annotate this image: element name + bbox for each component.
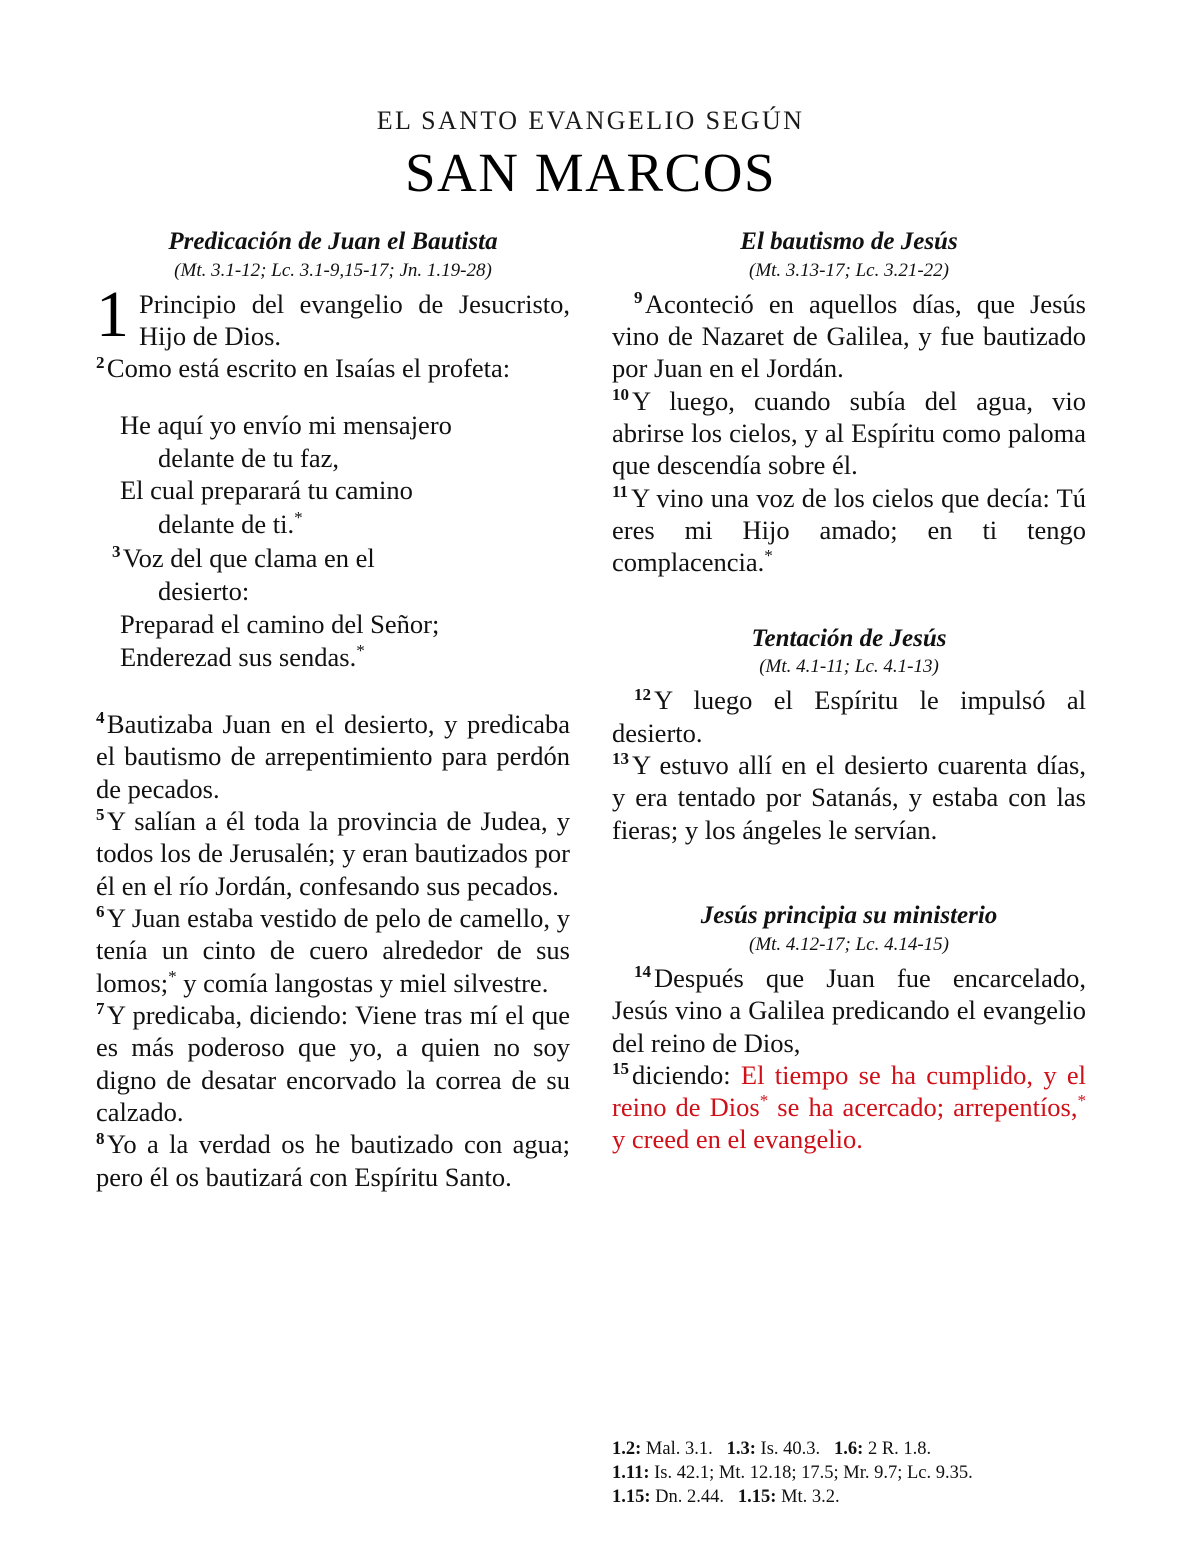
footnote-text: Mt. 3.2. [776, 1487, 840, 1508]
verse-text: Yo a la verdad os he bautizado con agua; pero él os bautizará con Espíritu Santo. [96, 1129, 570, 1192]
verse-text: Y luego el Espíritu le impulsó al desierto. [612, 685, 1086, 748]
verse-14 [612, 962, 1086, 1059]
poetry-line [96, 507, 570, 541]
section-refs-predicacion: (Mt. 3.1-12; Lc. 3.1-9,15-17; Jn. 1.19-28) [174, 259, 492, 281]
words-of-jesus: y creed en el evangelio. [612, 1124, 863, 1155]
section-refs-tentacion: (Mt. 4.1-11; Lc. 4.1-13) [759, 656, 939, 678]
verse-number: 6 [96, 902, 105, 922]
verse-text: Y luego, cuando subía del agua, vio abrirse los cielos, y al Espíritu como paloma que descendía sobre él. [612, 385, 1086, 481]
two-column-body [96, 228, 1086, 1193]
verse-number: 8 [96, 1128, 105, 1148]
poetry-text: delante de ti. [158, 509, 295, 540]
verse-8 [96, 1128, 570, 1193]
poetry-line: Preparad el camino del Señor; [120, 608, 440, 639]
verse-10 [612, 385, 1086, 482]
footnote-marker: * [764, 546, 773, 566]
footnote-ref: 1.3: [726, 1439, 756, 1459]
verse-6 [96, 902, 570, 999]
verse-13 [612, 749, 1086, 846]
footnote-marker: * [356, 641, 365, 661]
verse-15 [612, 1059, 1086, 1156]
poetry-text: Enderezad sus sendas. [120, 642, 357, 673]
footnote-text: 2 R. 1.8. [863, 1439, 932, 1459]
verse-text: Y salían a él toda la provincia de Judea, y todos los de Jerusalén; y eran bautizados por él en el río Jordán, confesando sus pecados. [96, 806, 570, 901]
poetry-line: El cual preparará tu camino [120, 475, 413, 506]
poetry-line: He aquí yo envío mi mensajero [120, 409, 452, 440]
footnote-marker: * [759, 1091, 769, 1111]
verse-text: Y Juan estaba vestido de pelo de camello, y tenía un cinto de cuero alrededor de sus lomos; [96, 903, 570, 998]
section-heading-predicacion: Predicación de Juan el Bautista [168, 228, 498, 255]
verse-2 [96, 352, 570, 384]
verse-text: Y predicaba, diciendo: Viene tras mí el que es más poderoso que yo, a quien no soy digno de desatar encorvado la correa de su calzado. [96, 1000, 570, 1128]
verse-text: diciendo: [632, 1059, 741, 1090]
footnote-ref: 1.11: [612, 1463, 650, 1484]
footnote-marker: * [1077, 1091, 1086, 1111]
spacer [612, 579, 1086, 625]
verse-1-block [96, 277, 570, 353]
verse-11 [612, 482, 1086, 579]
poetry-line [96, 541, 570, 575]
verse-12 [612, 684, 1086, 749]
footnote-text: Dn. 2.44. [650, 1487, 725, 1508]
footnote-marker: * [168, 966, 177, 986]
poetry-block [96, 409, 570, 674]
footnote-text: Mal. 3.1. [641, 1439, 713, 1459]
spacer [96, 682, 570, 708]
verse-number: 3 [112, 542, 121, 561]
page-title: SAN MARCOS [404, 142, 777, 203]
verse-number: 13 [612, 749, 629, 769]
spacer [612, 846, 1086, 902]
poetry-text: Voz del que clama en el [122, 542, 375, 573]
section-refs-ministerio: (Mt. 4.12-17; Lc. 4.14-15) [749, 933, 949, 955]
section-heading-ministerio: Jesús principia su ministerio [700, 902, 998, 930]
words-of-jesus: El tiempo se ha cumplido, y el reino de Dios [612, 1059, 1086, 1123]
footnote-text: Is. 42.1; Mt. 12.18; 17.5; Mr. 9.7; Lc. 9.35. [649, 1463, 973, 1484]
left-column [96, 228, 570, 1193]
verse-number: 7 [96, 999, 105, 1019]
footnote-line [612, 1485, 1086, 1509]
section-heading-bautismo: El bautismo de Jesús [740, 228, 958, 255]
verse-text-cont: y comía langostas y miel silvestre. [176, 967, 549, 998]
footnote-line [612, 1461, 1086, 1485]
verse-text: Y vino una voz de los cielos que decía: Tú eres mi Hijo amado; en ti tengo complacencia. [612, 482, 1086, 578]
chapter-dropcap: 1 [96, 277, 129, 351]
verse-number: 12 [634, 684, 651, 704]
poetry-line [96, 640, 570, 674]
verse-number: 10 [612, 384, 629, 404]
verse-text: Y estuvo allí en el desierto cuarenta días, y era tentado por Satanás, y estaba con las fieras; y los ángeles le servían. [612, 750, 1086, 845]
header-kicker: EL SANTO EVANGELIO SEGÚN [376, 106, 805, 135]
footnote-line [612, 1437, 1086, 1461]
poetry-line: delante de tu faz, [158, 442, 339, 473]
poetry-line: desierto: [158, 575, 250, 606]
verse-4 [96, 708, 570, 805]
verse-number: 9 [634, 287, 643, 307]
verse-text: Bautizaba Juan en el desierto, y predicaba el bautismo de arrepentimiento para perdón de pecados. [96, 709, 570, 804]
verse-number: 11 [612, 481, 629, 501]
footnote-text: Is. 40.3. [755, 1439, 821, 1459]
section-refs-bautismo: (Mt. 3.13-17; Lc. 3.21-22) [749, 259, 949, 281]
page-header [0, 108, 1181, 202]
section-heading-tentacion: Tentación de Jesús [751, 624, 947, 652]
verse-7 [96, 999, 570, 1128]
footnote-ref: 1.2: [612, 1439, 642, 1459]
footnote-ref: 1.6: [834, 1439, 864, 1459]
verse-text: Después que Juan fue encarcelado, Jesús vino a Galilea predicando el evangelio del reino de Dios, [612, 962, 1086, 1058]
words-of-jesus: se ha acercado; arrepentíos, [768, 1092, 1078, 1123]
verse-9 [612, 288, 1086, 385]
verse-text: Como está escrito en Isaías el profeta: [106, 353, 511, 384]
verse-number: 14 [634, 962, 651, 982]
verse-number: 15 [612, 1059, 629, 1078]
right-column [612, 228, 1086, 1193]
verse-number: 5 [96, 805, 105, 825]
footnote-ref: 1.15: [612, 1487, 651, 1508]
verse-text: Aconteció en aquellos días, que Jesús vino de Nazaret de Galilea, y fue bautizado por Juan en el Jordán. [612, 288, 1086, 384]
footnotes-block [612, 1437, 1086, 1509]
verse-5 [96, 805, 570, 902]
verse-1: Principio del evangelio de Jesucristo, Hijo de Dios. [139, 288, 570, 352]
footnote-marker: * [294, 508, 303, 528]
verse-number: 2 [96, 352, 105, 372]
footnote-ref: 1.15: [737, 1487, 777, 1508]
verse-number: 4 [96, 708, 105, 728]
